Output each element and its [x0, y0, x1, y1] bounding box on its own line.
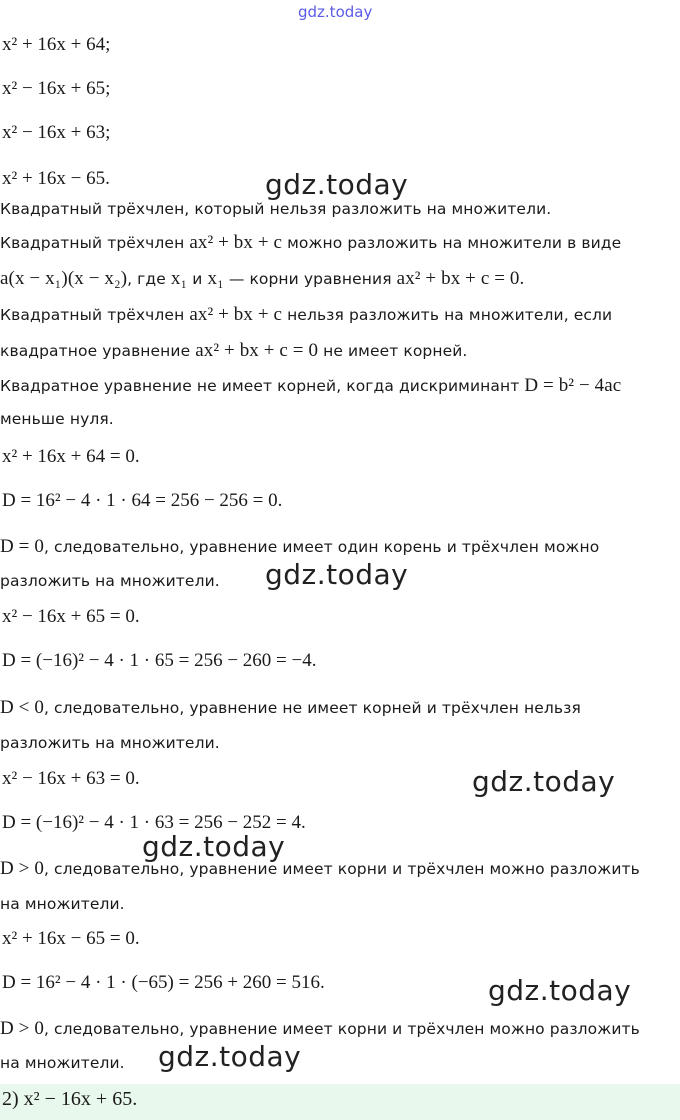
case-2-equation: x² − 16x + 65 = 0.: [2, 606, 140, 627]
theory-formula: ax² + bx + c = 0.: [396, 268, 525, 289]
case-1-discriminant: D = 16² − 4 · 1 · 64 = 256 − 256 = 0.: [2, 490, 283, 511]
theory-text: Квадратный трёхчлен: [0, 306, 190, 324]
theory-formula: x₁: [207, 268, 224, 289]
case-1-conclusion-text: , следовательно, уравнение имеет один корень и трёхчлен можно: [43, 538, 600, 556]
option-2: x² − 16x + 65;: [2, 78, 111, 99]
case-3-conclusion-text: , следовательно, уравнение имеет корни и трёхчлен можно разложить: [43, 860, 640, 878]
watermark-top: gdz.today: [298, 3, 373, 21]
case-1-condition: D = 0: [0, 536, 44, 557]
case-3-condition: D > 0: [0, 858, 44, 879]
case-2-discriminant: D = (−16)² − 4 · 1 · 65 = 256 − 260 = −4.: [2, 650, 317, 671]
theory-text: не имеет корней.: [318, 342, 468, 360]
theory-formula: a(x − x₁)(x − x₂): [0, 268, 128, 289]
theory-text: и: [187, 270, 208, 288]
theory-formula: ax² + bx + c = 0: [195, 340, 319, 361]
theory-formula: x₁: [170, 268, 188, 289]
case-4-condition: D > 0: [0, 1018, 44, 1039]
case-1-conclusion-cont: разложить на множители.: [0, 572, 220, 590]
theory-formula: D = b² − 4ac: [524, 375, 622, 396]
case-4-conclusion-cont: на множители.: [0, 1054, 125, 1072]
theory-formula: ax² + bx + c: [189, 304, 283, 325]
theory-line-3: [0, 304, 680, 326]
theory-text: можно разложить на множители в виде: [282, 234, 622, 252]
theory-text: квадратное уравнение: [0, 342, 196, 360]
theory-text: — корни уравнения: [223, 270, 397, 288]
theory-text: , где: [127, 270, 171, 288]
watermark: gdz.today: [488, 974, 632, 1007]
theory-formula: ax² + bx + c: [189, 232, 283, 253]
case-2-condition: D < 0: [0, 697, 44, 718]
theory-text: Квадратный трёхчлен: [0, 234, 190, 252]
watermark: gdz.today: [472, 765, 616, 798]
case-4-equation: x² + 16x − 65 = 0.: [2, 928, 140, 949]
option-4: x² + 16x − 65.: [2, 168, 110, 189]
theory-text: Квадратное уравнение не имеет корней, когда дискриминант: [0, 377, 525, 395]
case-3-conclusion: [0, 858, 680, 880]
case-3-discriminant: D = (−16)² − 4 · 1 · 63 = 256 − 252 = 4.: [2, 812, 306, 833]
case-2-conclusion-text: , следовательно, уравнение не имеет корней и трёхчлен нельзя: [43, 699, 581, 717]
case-3-equation: x² − 16x + 63 = 0.: [2, 768, 140, 789]
theory-line-6: меньше нуля.: [0, 410, 114, 428]
watermark: gdz.today: [265, 168, 409, 201]
case-2-conclusion: [0, 697, 680, 719]
option-1: x² + 16x + 64;: [2, 34, 111, 55]
theory-text: нельзя разложить на множители, если: [282, 306, 613, 324]
case-2-conclusion-cont: разложить на множители.: [0, 734, 220, 752]
watermark: gdz.today: [265, 558, 409, 591]
case-3-conclusion-cont: на множители.: [0, 895, 125, 913]
solution-heading: Квадратный трёхчлен, который нельзя разложить на множители.: [0, 200, 552, 218]
watermark: gdz.today: [142, 830, 286, 863]
case-4-conclusion-text: , следовательно, уравнение имеет корни и трёхчлен можно разложить: [43, 1020, 640, 1038]
theory-line-2: [0, 268, 680, 290]
case-4-conclusion: [0, 1018, 680, 1040]
theory-line-1: [0, 232, 680, 254]
case-1-conclusion: [0, 536, 680, 558]
theory-line-4: [0, 340, 680, 362]
theory-line-5: [0, 375, 680, 397]
case-4-discriminant: D = 16² − 4 · 1 · (−65) = 256 + 260 = 516.: [2, 972, 325, 993]
watermark: gdz.today: [158, 1040, 302, 1073]
answer: 2) x² − 16x + 65.: [2, 1088, 138, 1110]
case-1-equation: x² + 16x + 64 = 0.: [2, 446, 140, 467]
option-3: x² − 16x + 63;: [2, 122, 111, 143]
